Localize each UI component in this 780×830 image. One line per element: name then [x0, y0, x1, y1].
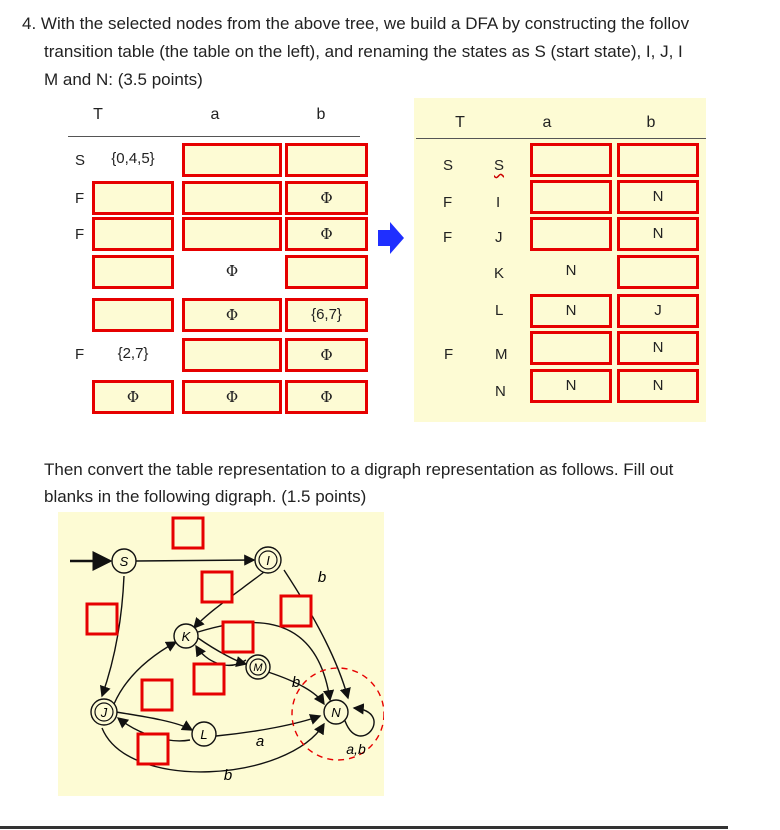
- right-row-label: F: [443, 194, 453, 211]
- right-state-name: M: [495, 346, 508, 363]
- right-header-rule: [416, 138, 706, 139]
- left-row-label: S: [75, 152, 86, 169]
- edge-label-i-n: b: [317, 569, 327, 586]
- left-cell-a-blank[interactable]: [182, 143, 282, 177]
- left-cell-b-blank[interactable]: [285, 255, 368, 289]
- left-cell-t-blank[interactable]: [92, 255, 174, 289]
- right-state-name: I: [496, 194, 501, 211]
- left-cell-a-blank[interactable]: [182, 338, 282, 372]
- right-state-name: S: [494, 157, 505, 174]
- left-cell-b: {6,7}: [285, 298, 368, 332]
- right-cell-b: N: [617, 217, 699, 251]
- question-line-3: M and N: (3.5 points): [44, 70, 203, 89]
- right-cell-b: N: [617, 180, 699, 214]
- left-cell-b-blank[interactable]: [285, 143, 368, 177]
- left-cell-t: {0,4,5}: [111, 150, 155, 167]
- left-cell-a: Φ: [225, 262, 239, 280]
- blank-box-k-m[interactable]: [223, 622, 253, 652]
- node-j-label: J: [100, 705, 108, 720]
- left-header-a: a: [210, 106, 220, 123]
- edge-s-j: [102, 576, 124, 696]
- left-cell-a-blank[interactable]: [182, 181, 282, 215]
- right-header-a: a: [542, 114, 552, 131]
- edge-label-n-loop: a,b: [346, 741, 366, 757]
- node-s-label: S: [119, 554, 129, 569]
- left-cell-b: Φ: [285, 380, 368, 414]
- right-row-label: F: [443, 229, 453, 246]
- right-state-name: J: [495, 229, 503, 246]
- blank-box-m-k[interactable]: [194, 664, 224, 694]
- edge-l-n: [216, 716, 320, 736]
- node-k: [174, 624, 198, 648]
- left-cell-t-blank[interactable]: [92, 181, 174, 215]
- right-cell-a: N: [530, 294, 612, 328]
- digraph: [58, 512, 384, 796]
- right-row-label: F: [444, 346, 454, 363]
- question-line-1: 4. With the selected nodes from the above tree, we build a DFA by constructing the follov: [22, 14, 690, 33]
- node-n-label: N: [331, 705, 341, 720]
- edge-label-m-n: b: [291, 674, 301, 691]
- right-state-name: L: [495, 302, 504, 319]
- blank-box-s-i[interactable]: [173, 518, 203, 548]
- right-header-t: T: [455, 114, 465, 131]
- left-cell-t-blank[interactable]: [92, 298, 174, 332]
- left-cell-b: Φ: [285, 338, 368, 372]
- node-m-label: M: [253, 662, 263, 674]
- left-cell-a: Φ: [182, 380, 282, 414]
- page-bottom-rule: [0, 826, 728, 829]
- right-cell-a: N: [530, 369, 612, 403]
- right-cell-b-blank[interactable]: [617, 255, 699, 289]
- left-row-label: F: [75, 190, 85, 207]
- left-cell-a: Φ: [182, 298, 282, 332]
- edge-label-l-n: a: [255, 733, 265, 750]
- right-state-name: N: [495, 383, 506, 400]
- node-m: [246, 655, 270, 679]
- right-cell-b-blank[interactable]: [617, 143, 699, 177]
- instruction-line-1: Then convert the table representation to a digraph representation as follows. Fill out: [44, 460, 674, 479]
- right-arrow-icon: [376, 220, 406, 256]
- right-cell-b: N: [617, 331, 699, 365]
- right-cell-a-blank[interactable]: [530, 217, 612, 251]
- edge-j-l: [116, 712, 192, 730]
- left-cell-b: Φ: [285, 181, 368, 215]
- node-l: [192, 722, 216, 746]
- instruction-line-2: blanks in the following digraph. (1.5 points): [44, 487, 367, 506]
- right-cell-b: N: [617, 369, 699, 403]
- blank-box-k-n[interactable]: [281, 596, 311, 626]
- edge-s-i: [136, 560, 254, 561]
- left-row-label: F: [75, 226, 85, 243]
- left-header-b: b: [316, 106, 326, 123]
- left-row-label: F: [75, 346, 85, 363]
- node-l-label: L: [200, 727, 208, 742]
- right-row-label: S: [443, 157, 454, 174]
- node-n: [324, 700, 348, 724]
- blank-box-j-l[interactable]: [142, 680, 172, 710]
- left-cell-a-blank[interactable]: [182, 217, 282, 251]
- node-i: [255, 547, 281, 573]
- right-cell-a-blank[interactable]: [530, 180, 612, 214]
- blank-box-s-j[interactable]: [87, 604, 117, 634]
- right-cell-b: J: [617, 294, 699, 328]
- question-line-2: transition table (the table on the left), and renaming the states as S (start state), I, J, I: [44, 42, 683, 61]
- node-s: [112, 549, 136, 573]
- node-j: [91, 699, 117, 725]
- node-i-label: I: [266, 553, 270, 568]
- node-k-label: K: [181, 629, 191, 644]
- blank-box-i-k[interactable]: [202, 572, 232, 602]
- right-cell-a-blank[interactable]: [530, 331, 612, 365]
- left-cell-b: Φ: [285, 217, 368, 251]
- left-header-t: T: [93, 106, 103, 123]
- blank-box-l-j[interactable]: [138, 734, 168, 764]
- right-cell-a: N: [565, 262, 577, 279]
- right-cell-a-blank[interactable]: [530, 143, 612, 177]
- left-cell-t: Φ: [92, 380, 174, 414]
- left-header-rule: [68, 136, 360, 137]
- right-header-b: b: [646, 114, 656, 131]
- left-cell-t: {2,7}: [117, 345, 149, 362]
- edge-label-j-n: b: [223, 767, 233, 784]
- right-state-name: K: [494, 265, 505, 282]
- left-cell-t-blank[interactable]: [92, 217, 174, 251]
